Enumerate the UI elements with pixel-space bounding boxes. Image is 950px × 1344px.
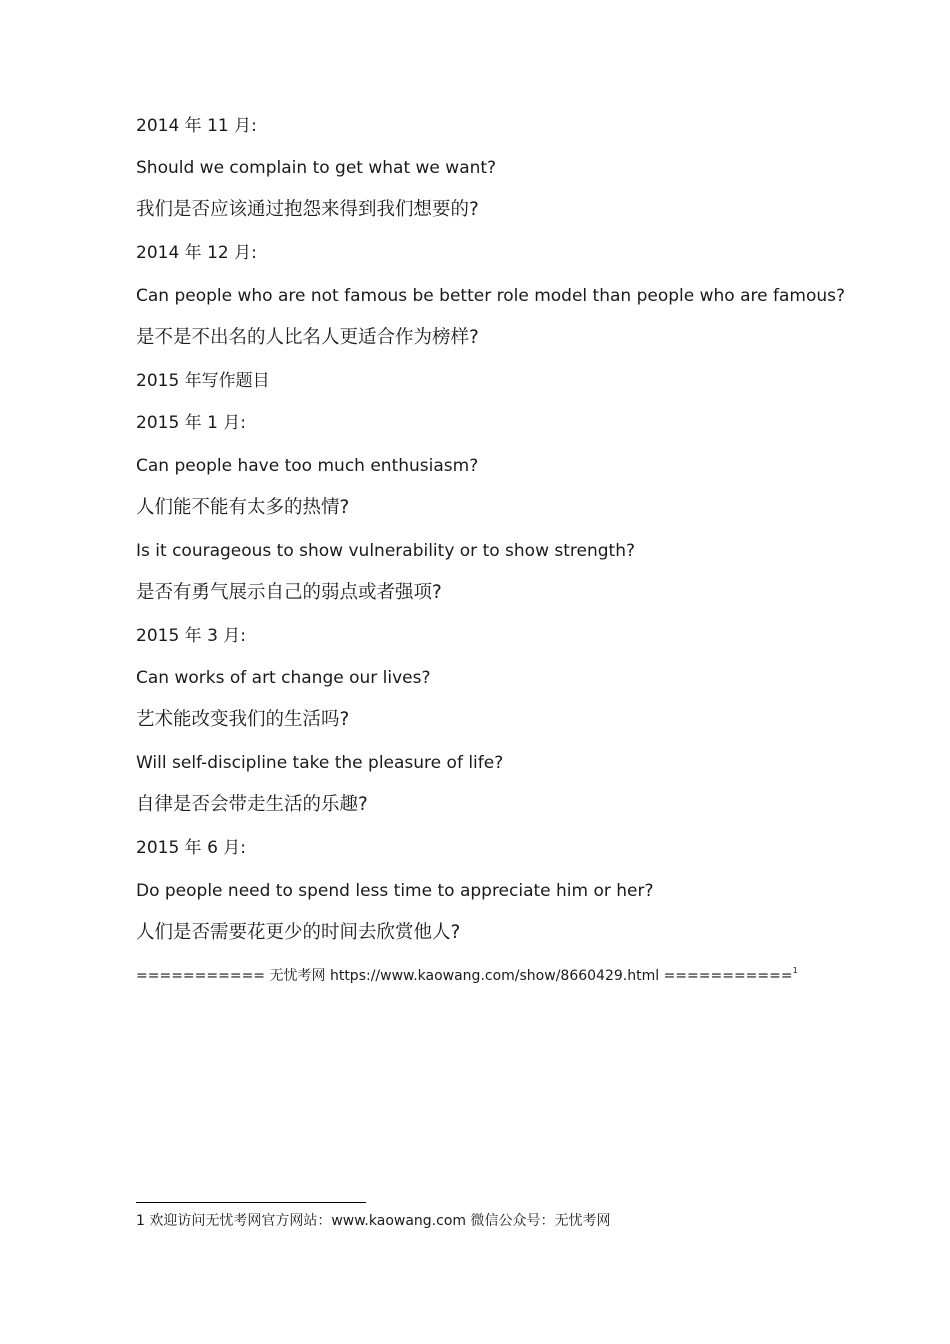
question-en-6: Will self-discipline take the pleasure of life? [136, 753, 504, 773]
footnote-separator [136, 1202, 366, 1203]
heading-2014-nov: 2014 年 11 月: [136, 116, 257, 136]
question-cn-5: 艺术能改变我们的生活吗? [136, 709, 350, 730]
question-cn-6: 自律是否会带走生活的乐趣? [136, 794, 368, 815]
question-en-1: Should we complain to get what we want? [136, 158, 497, 178]
question-en-2: Can people who are not famous be better role model than people who are famous? [136, 286, 846, 306]
question-cn-2: 是不是不出名的人比名人更适合作为榜样? [136, 327, 479, 348]
source-url-link[interactable]: https://www.kaowang.com/show/8660429.html [329, 968, 660, 984]
question-en-3: Can people have too much enthusiasm? [136, 456, 479, 476]
section-title-2015: 2015 年写作题目 [136, 371, 270, 391]
heading-2015-jun: 2015 年 6 月: [136, 838, 247, 858]
question-en-7: Do people need to spend less time to appreciate him or her? [136, 881, 654, 901]
question-en-4: Is it courageous to show vulnerability or to show strength? [136, 541, 636, 561]
question-cn-3: 人们能不能有太多的热情? [136, 497, 350, 518]
source-line [136, 965, 798, 987]
source-left-rule: =========== [136, 968, 266, 984]
question-en-5: Can works of art change our lives? [136, 668, 431, 688]
footnote-ref[interactable]: 1 [792, 966, 798, 975]
heading-2014-dec: 2014 年 12 月: [136, 243, 257, 263]
footnote-text: 1 欢迎访问无忧考网官方网站：www.kaowang.com 微信公众号：无忧考网 [136, 1213, 611, 1229]
heading-2015-jan: 2015 年 1 月: [136, 413, 247, 433]
question-cn-1: 我们是否应该通过抱怨来得到我们想要的? [136, 199, 479, 220]
question-cn-7: 人们是否需要花更少的时间去欣赏他人? [136, 922, 461, 943]
source-right-rule: =========== [663, 968, 793, 984]
heading-2015-mar: 2015 年 3 月: [136, 626, 247, 646]
source-site-name: 无忧考网 [269, 968, 326, 984]
question-cn-4: 是否有勇气展示自己的弱点或者强项? [136, 582, 442, 603]
